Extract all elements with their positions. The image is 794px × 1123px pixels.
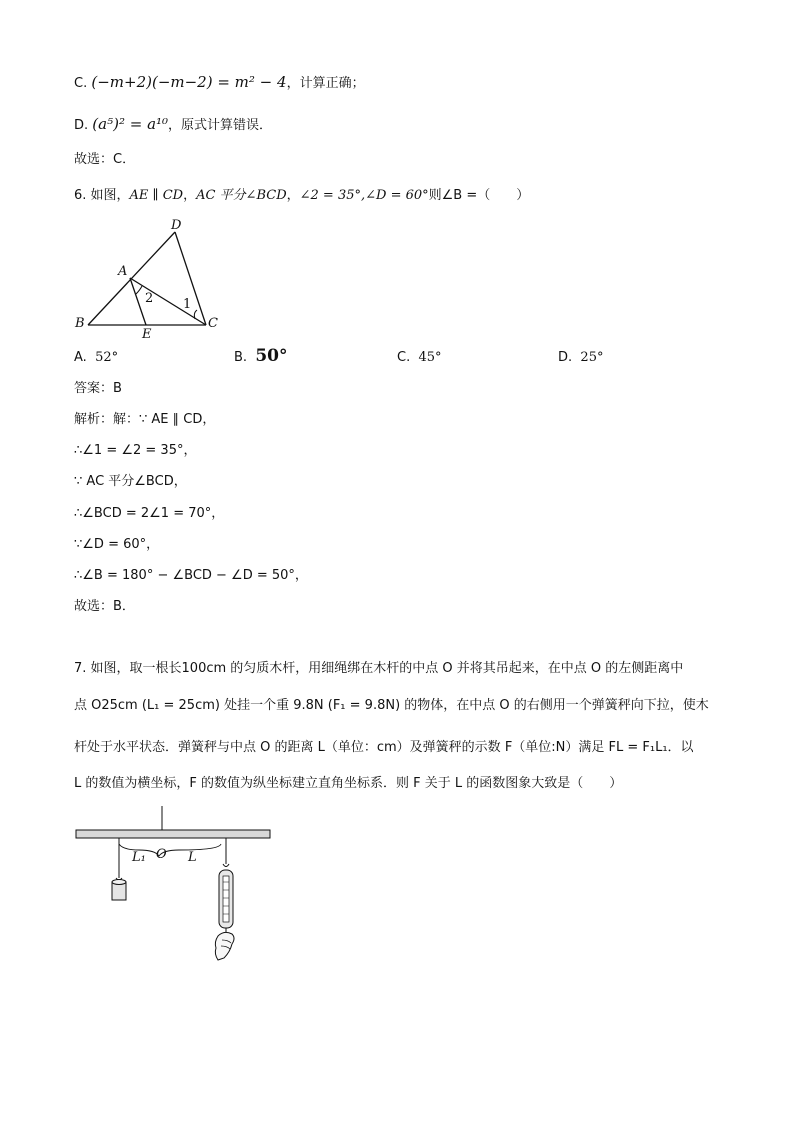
q6-solution-line: ∴∠BCD = 2∠1 = 70°，	[74, 506, 225, 521]
q6-stem	[74, 186, 529, 206]
option-d-line	[74, 114, 272, 136]
label-L1: L₁	[132, 850, 146, 865]
label-angle-2: 2	[145, 291, 154, 306]
q6-condition-parallel: AE ∥ CD	[129, 188, 184, 203]
label-C: C	[208, 316, 218, 331]
q6-sep-2: ，	[286, 188, 300, 203]
label-O: O	[156, 847, 167, 862]
q6-option-c-text: 45°	[418, 350, 442, 365]
q6-solution-line: ∵∠D = 60°，	[74, 537, 160, 552]
q6-solution-line: 解析：解：∵ AE ∥ CD，	[74, 412, 216, 427]
q7-text-line: 点 O25cm (L₁ = 25cm) 处挂一个重 9.8N (F₁ = 9.8N) 的物体，在中点 O 的右侧用一个弹簧秤向下拉，使木	[74, 698, 709, 713]
q6-solution-line: ∴∠1 = ∠2 = 35°，	[74, 443, 197, 458]
q6-stem-prefix: 6. 如图，	[74, 188, 130, 203]
option-d-expression: (a⁵)² = a¹⁰	[92, 115, 169, 133]
q6-sep-1: ，	[183, 188, 197, 203]
option-c-line	[74, 72, 365, 94]
option-c-note: ，计算正确；	[286, 76, 365, 91]
q6-option-d[interactable]	[558, 348, 603, 368]
q7-text-line: 7. 如图，取一根长100cm 的匀质木杆，用细绳绑在木杆的中点 O 并将其吊起来，在中点 O 的左侧距离中	[74, 661, 684, 676]
q6-option-b-text: 50°	[255, 346, 288, 366]
option-d-key: D.	[74, 118, 89, 133]
q6-condition-angles: ∠2 = 35°,∠D = 60°	[299, 188, 429, 203]
q6-solution-line: ∴∠B = 180° − ∠BCD − ∠D = 50°，	[74, 568, 308, 583]
option-c-expression: (−m+2)(−m−2) = m² − 4	[91, 73, 287, 91]
q6-option-c[interactable]	[397, 348, 442, 368]
q6-final-answer: 故选：B．	[74, 599, 135, 614]
q7-text-line: 杆处于水平状态．弹簧秤与中点 O 的距离 L（单位：cm）及弹簧秤的示数 F（单位:N）满足 FL = F₁L₁．以	[74, 740, 694, 755]
prev-answer: 故选：C．	[74, 152, 136, 167]
q6-option-d-key: D.	[558, 350, 573, 365]
q7-text-line: L 的数值为横坐标，F 的数值为纵坐标建立直角坐标系．则 F 关于 L 的函数图象大致是（ ）	[74, 776, 623, 791]
q6-condition-bisect: AC 平分∠BCD	[196, 188, 287, 203]
label-E: E	[142, 327, 152, 342]
q6-question: 则∠B =（ ）	[428, 188, 530, 203]
q6-option-b[interactable]	[234, 346, 288, 368]
q6-option-a-key: A.	[74, 350, 87, 365]
q6-triangle-figure	[70, 212, 230, 342]
q6-solution-line: ∵ AC 平分∠BCD，	[74, 474, 187, 489]
option-d-note: ，原式计算错误．	[168, 118, 273, 133]
q6-option-a-text: 52°	[95, 350, 119, 365]
q6-option-d-text: 25°	[580, 350, 604, 365]
q6-option-a[interactable]	[74, 348, 118, 368]
q6-answer: 答案：B	[74, 381, 122, 396]
option-c-key: C.	[74, 76, 88, 91]
label-B: B	[75, 316, 85, 331]
q6-option-b-key: B.	[234, 350, 248, 365]
q7-lever-figure	[72, 806, 277, 966]
label-D: D	[171, 218, 182, 233]
label-A: A	[118, 264, 128, 279]
label-angle-1: 1	[183, 297, 192, 312]
label-L: L	[188, 850, 197, 865]
q6-option-c-key: C.	[397, 350, 411, 365]
